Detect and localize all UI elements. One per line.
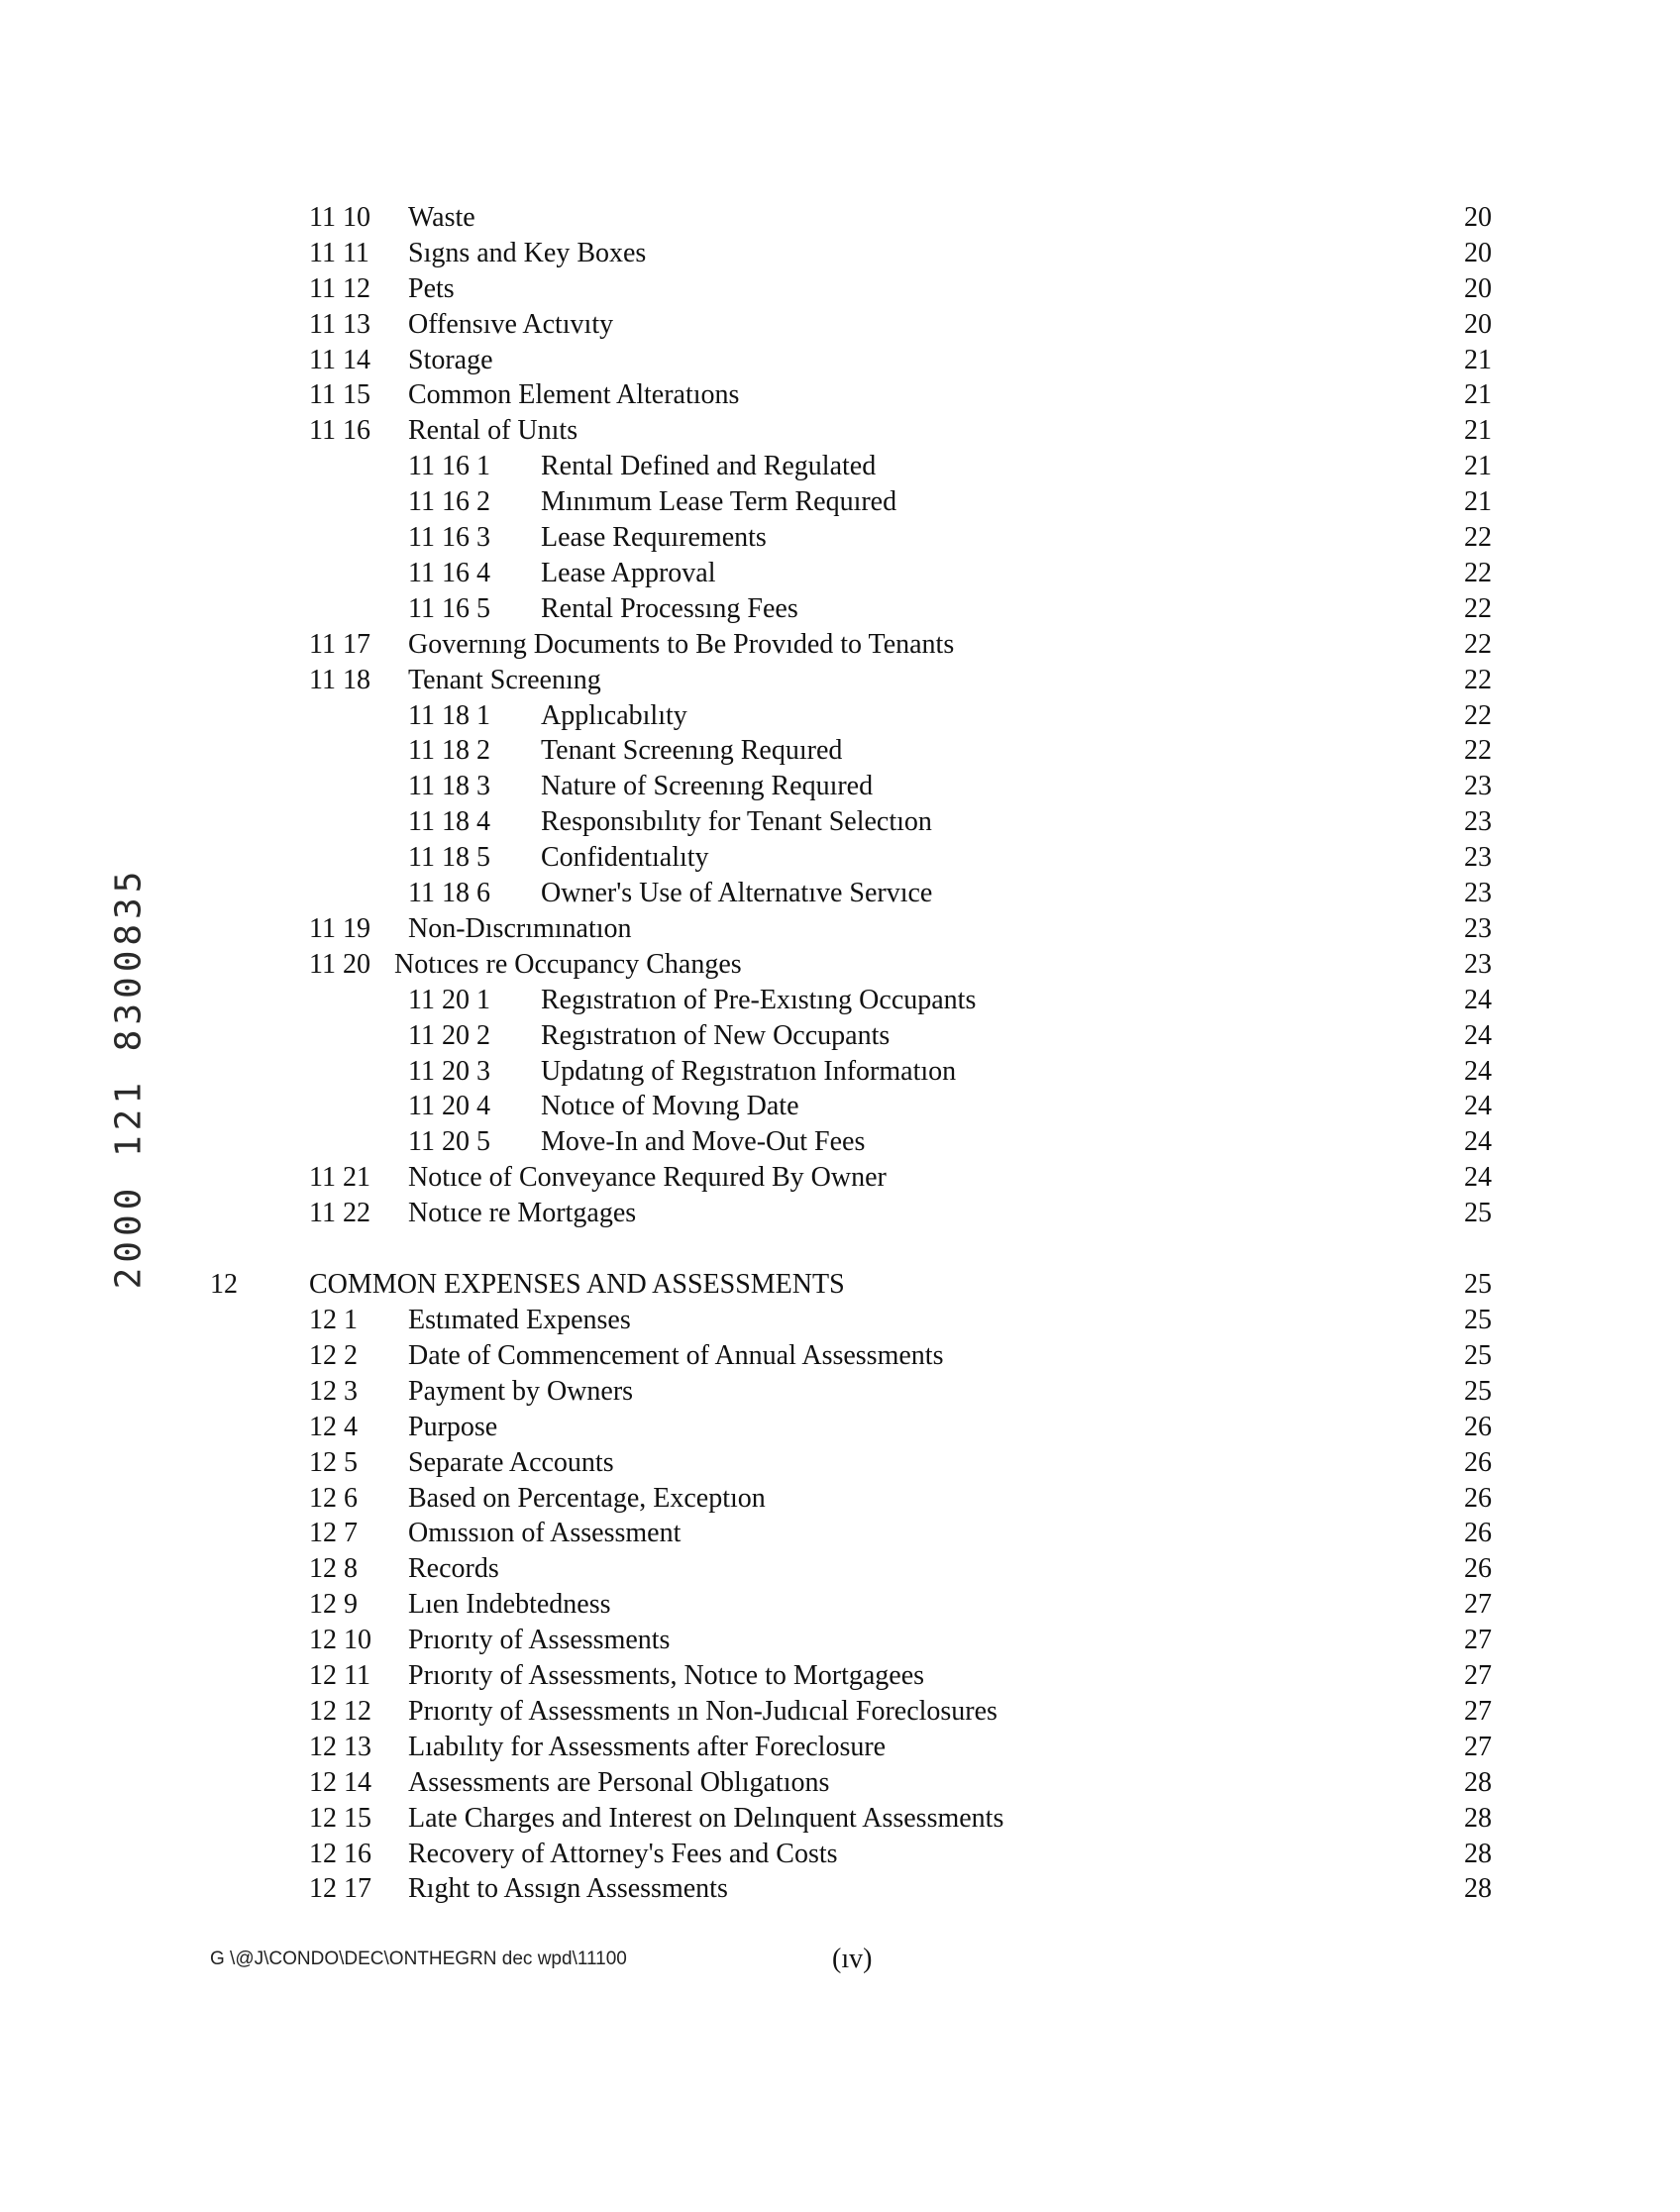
toc-entry-title: Lease Requırements [541,522,767,553]
toc-entry-page: 28 [1464,1839,1492,1869]
toc-entry-page: 25 [1464,1198,1492,1228]
toc-entry-page: 20 [1464,273,1492,304]
toc-entry-title: Rıght to Assıgn Assessments [408,1873,728,1904]
toc-entry-page: 28 [1464,1873,1492,1904]
toc-entry-number: 11 16 5 [408,593,490,624]
toc-entry-number: 11 16 1 [408,451,490,481]
toc-entry-page: 22 [1464,593,1492,624]
toc-entry-page: 23 [1464,806,1492,837]
toc-entry [0,1588,1680,1622]
toc-entry-title: Waste [408,202,475,233]
toc-entry-title: Regıstratıon of Pre-Exıstıng Occupants [541,985,977,1015]
toc-entry-number: 11 12 [309,273,370,304]
toc-entry-page: 25 [1464,1305,1492,1335]
toc-entry-title: Regıstratıon of New Occupants [541,1020,891,1051]
toc-entry-page: 24 [1464,1162,1492,1193]
toc-entry [0,308,1680,342]
toc-entry-number: 12 16 [309,1839,371,1869]
toc-subentry [0,734,1680,768]
toc-entry-title: Mınımum Lease Term Requıred [541,486,897,517]
toc-entry [0,1872,1680,1906]
toc-entry-page: 21 [1464,379,1492,410]
toc-entry-page: 27 [1464,1732,1492,1762]
toc-entry-page: 24 [1464,1126,1492,1157]
toc-entry-title: Applıcabılıty [541,700,687,731]
toc-entry [0,1659,1680,1693]
toc-entry-title: Rental of Unıts [408,415,578,446]
toc-entry-number: 11 16 4 [408,558,490,588]
toc-entry-number: 12 3 [309,1376,358,1407]
toc-subentry [0,699,1680,733]
toc-entry-page: 26 [1464,1553,1492,1584]
toc-entry-title: Confidentıalıty [541,842,709,873]
toc-subentry [0,1125,1680,1159]
toc-entry [0,344,1680,377]
toc-subentry [0,984,1680,1017]
toc-entry-title: Move-In and Move-Out Fees [541,1126,866,1157]
toc-entry-title: Lıabılıty for Assessments after Foreclosure [408,1732,887,1762]
toc-subentry [0,557,1680,590]
toc-entry-title: Purpose [408,1412,498,1442]
toc-entry-title: Nature of Screenıng Requıred [541,771,874,801]
toc-entry [0,948,1680,982]
toc-entry-page: 20 [1464,202,1492,233]
toc-entry-page: 21 [1464,345,1492,375]
toc-entry-page: 28 [1464,1767,1492,1798]
toc-entry-number: 12 10 [309,1625,371,1655]
toc-entry-title: Recovery of Attorney's Fees and Costs [408,1839,838,1869]
toc-entry-title: Assessments are Personal Oblıgatıons [408,1767,830,1798]
toc-subentry [0,1019,1680,1053]
toc-entry-page: 24 [1464,1091,1492,1121]
toc-entry [0,237,1680,270]
toc-entry [0,1802,1680,1836]
toc-entry [0,1446,1680,1480]
toc-entry-page: 26 [1464,1447,1492,1478]
toc-entry [0,1411,1680,1444]
toc-entry-title: Tenant Screenıng [408,665,601,695]
footer-file-path: G \@J\CONDO\DEC\ONTHEGRN dec wpd\11100 [210,1949,627,1969]
toc-entry-number: 11 17 [309,629,370,660]
toc-entry-title: Prıorıty of Assessments, Notıce to Mortgagees [408,1660,925,1691]
toc-entry-number: 11 20 3 [408,1056,490,1087]
toc-entry-title: Prıorıty of Assessments ın Non-Judıcıal Foreclosures [408,1696,998,1727]
toc-entry-number: 12 6 [309,1483,358,1514]
toc-entry-title: Estımated Expenses [408,1305,631,1335]
toc-entry-page: 23 [1464,878,1492,908]
toc-entry-number: 12 8 [309,1553,358,1584]
toc-entry [0,1624,1680,1657]
toc-entry-page: 26 [1464,1412,1492,1442]
toc-subentry [0,770,1680,803]
toc-entry-page: 27 [1464,1696,1492,1727]
toc-entry-page: 23 [1464,949,1492,980]
toc-entry-page: 28 [1464,1803,1492,1834]
toc-entry [0,1161,1680,1195]
toc-entry-title: Rental Processıng Fees [541,593,798,624]
toc-entry [0,1375,1680,1409]
toc-entry-number: 12 9 [309,1589,358,1620]
toc-entry-number: 12 4 [309,1412,358,1442]
toc-entry-page: 23 [1464,842,1492,873]
toc-entry [0,1517,1680,1550]
toc-entry [0,378,1680,412]
toc-entry-number: 11 18 [309,665,370,695]
toc-entry [0,1552,1680,1586]
toc-subentry [0,1055,1680,1089]
toc-entry [0,1339,1680,1373]
toc-entry-title: Lıen Indebtedness [408,1589,611,1620]
toc-entry-number: 12 7 [309,1518,358,1548]
toc-entry-number: 11 15 [309,379,370,410]
toc-entry-number: 11 20 1 [408,985,490,1015]
toc-entry-title: Updatıng of Regıstratıon Informatıon [541,1056,957,1087]
toc-subentry [0,592,1680,626]
toc-entry-page: 22 [1464,700,1492,731]
toc-entry-number: 12 2 [309,1340,358,1371]
toc-entry-number: 11 18 1 [408,700,490,731]
toc-subentry [0,1090,1680,1123]
toc-entry-title: Rental Defined and Regulated [541,451,877,481]
toc-entry-title: Responsıbılıty for Tenant Selectıon [541,806,932,837]
toc-entry-title: Records [408,1553,499,1584]
toc-entry-page: 24 [1464,985,1492,1015]
toc-entry-number: 11 14 [309,345,370,375]
toc-entry-title: Storage [408,345,493,375]
toc-entry-title: Offensıve Actıvıty [408,309,614,340]
toc-entry-page: 22 [1464,735,1492,766]
toc-entry-number: 11 16 3 [408,522,490,553]
toc-entry-number: 11 18 4 [408,806,490,837]
toc-entry-title: Notıce of Movıng Date [541,1091,799,1121]
footer-page-number: (ıv) [832,1944,873,1974]
toc-entry-title: Tenant Screenıng Requıred [541,735,843,766]
toc-entry-title: Common Element Alteratıons [408,379,740,410]
toc-entry-title: Separate Accounts [408,1447,614,1478]
toc-entry-number: 12 12 [309,1696,371,1727]
toc-entry-page: 22 [1464,629,1492,660]
toc-entry-page: 26 [1464,1518,1492,1548]
toc-entry-number: 12 1 [309,1305,358,1335]
toc-entry [0,1304,1680,1337]
toc-subentry [0,450,1680,483]
toc-entry-title: Based on Percentage, Exceptıon [408,1483,766,1514]
toc-entry-number: 11 16 2 [408,486,490,517]
toc-entry-title: Sıgns and Key Boxes [408,238,647,268]
toc-entry-number: 12 17 [309,1873,371,1904]
toc-entry [0,664,1680,697]
toc-entry-page: 23 [1464,913,1492,944]
toc-entry-title: Payment by Owners [408,1376,634,1407]
toc-entry-page: 27 [1464,1660,1492,1691]
toc-entry-number: 11 21 [309,1162,370,1193]
toc-entry-page: 26 [1464,1483,1492,1514]
toc-entry [0,414,1680,448]
toc-entry-page: 24 [1464,1056,1492,1087]
toc-entry-page: 27 [1464,1589,1492,1620]
toc-entry-title: Pets [408,273,455,304]
toc-entry-title: Date of Commencement of Annual Assessments [408,1340,944,1371]
recording-stamp-text: 2000 121 8300835 [108,866,150,1290]
toc-entry-number: 11 11 [309,238,369,268]
toc-entry-title: Omıssıon of Assessment [408,1518,682,1548]
toc-entry-number: 11 20 2 [408,1020,490,1051]
toc-entry [0,201,1680,235]
toc-entry-number: 11 22 [309,1198,370,1228]
toc-entry-number: 12 14 [309,1767,371,1798]
toc-entry-number: 11 16 [309,415,370,446]
toc-section-heading [0,1268,1680,1302]
toc-entry-number: 11 18 3 [408,771,490,801]
toc-entry-page: 20 [1464,238,1492,268]
toc-entry-number: 11 19 [309,913,370,944]
toc-entry-number: 12 15 [309,1803,371,1834]
toc-entry-number: 12 5 [309,1447,358,1478]
toc-subentry [0,805,1680,839]
toc-subentry [0,841,1680,875]
toc-entry-page: 27 [1464,1625,1492,1655]
toc-entry-number: 11 18 6 [408,878,490,908]
toc-entry [0,1482,1680,1516]
toc-entry-page: 25 [1464,1376,1492,1407]
toc-entry-number: 11 18 2 [408,735,490,766]
toc-entry-title: Notıce of Conveyance Requıred By Owner [408,1162,887,1193]
toc-entry-number: 11 13 [309,309,370,340]
toc-entry-page: 24 [1464,1020,1492,1051]
toc-entry [0,912,1680,946]
toc-subentry [0,877,1680,910]
toc-entry-page: 25 [1464,1269,1492,1300]
toc-entry [0,1197,1680,1230]
toc-entry-page: 22 [1464,522,1492,553]
toc-entry-title: Notıces re Occupancy Changes [394,949,742,980]
toc-entry-title: Prıorıty of Assessments [408,1625,671,1655]
toc-entry-number: 12 13 [309,1732,371,1762]
toc-entry-page: 25 [1464,1340,1492,1371]
toc-entry-title: Owner's Use of Alternatıve Servıce [541,878,933,908]
toc-entry-number: 12 11 [309,1660,370,1691]
toc-subentry [0,485,1680,519]
toc-subentry [0,521,1680,555]
toc-entry [0,272,1680,306]
toc-entry-title: Late Charges and Interest on Delınquent Assessments [408,1803,1004,1834]
toc-entry-number: 11 20 5 [408,1126,490,1157]
toc-entry [0,1838,1680,1871]
toc-entry-page: 21 [1464,415,1492,446]
toc-entry-number: 11 20 4 [408,1091,490,1121]
toc-entry-title: COMMON EXPENSES AND ASSESSMENTS [309,1269,845,1300]
toc-entry-title: Notıce re Mortgages [408,1198,637,1228]
toc-entry-title: Lease Approval [541,558,716,588]
toc-entry-title: Governıng Documents to Be Provıded to Tenants [408,629,955,660]
toc-entry-page: 22 [1464,558,1492,588]
toc-entry [0,1766,1680,1800]
toc-entry-page: 21 [1464,486,1492,517]
toc-entry [0,628,1680,662]
toc-entry-title: Non-Dıscrımınatıon [408,913,632,944]
toc-entry-number: 12 [210,1269,238,1300]
toc-entry-page: 20 [1464,309,1492,340]
toc-entry-number: 11 20 [309,949,370,980]
toc-entry [0,1695,1680,1729]
toc-entry-page: 21 [1464,451,1492,481]
toc-entry-page: 23 [1464,771,1492,801]
toc-entry-page: 22 [1464,665,1492,695]
toc-entry [0,1731,1680,1764]
toc-entry-number: 11 10 [309,202,370,233]
toc-entry-number: 11 18 5 [408,842,490,873]
